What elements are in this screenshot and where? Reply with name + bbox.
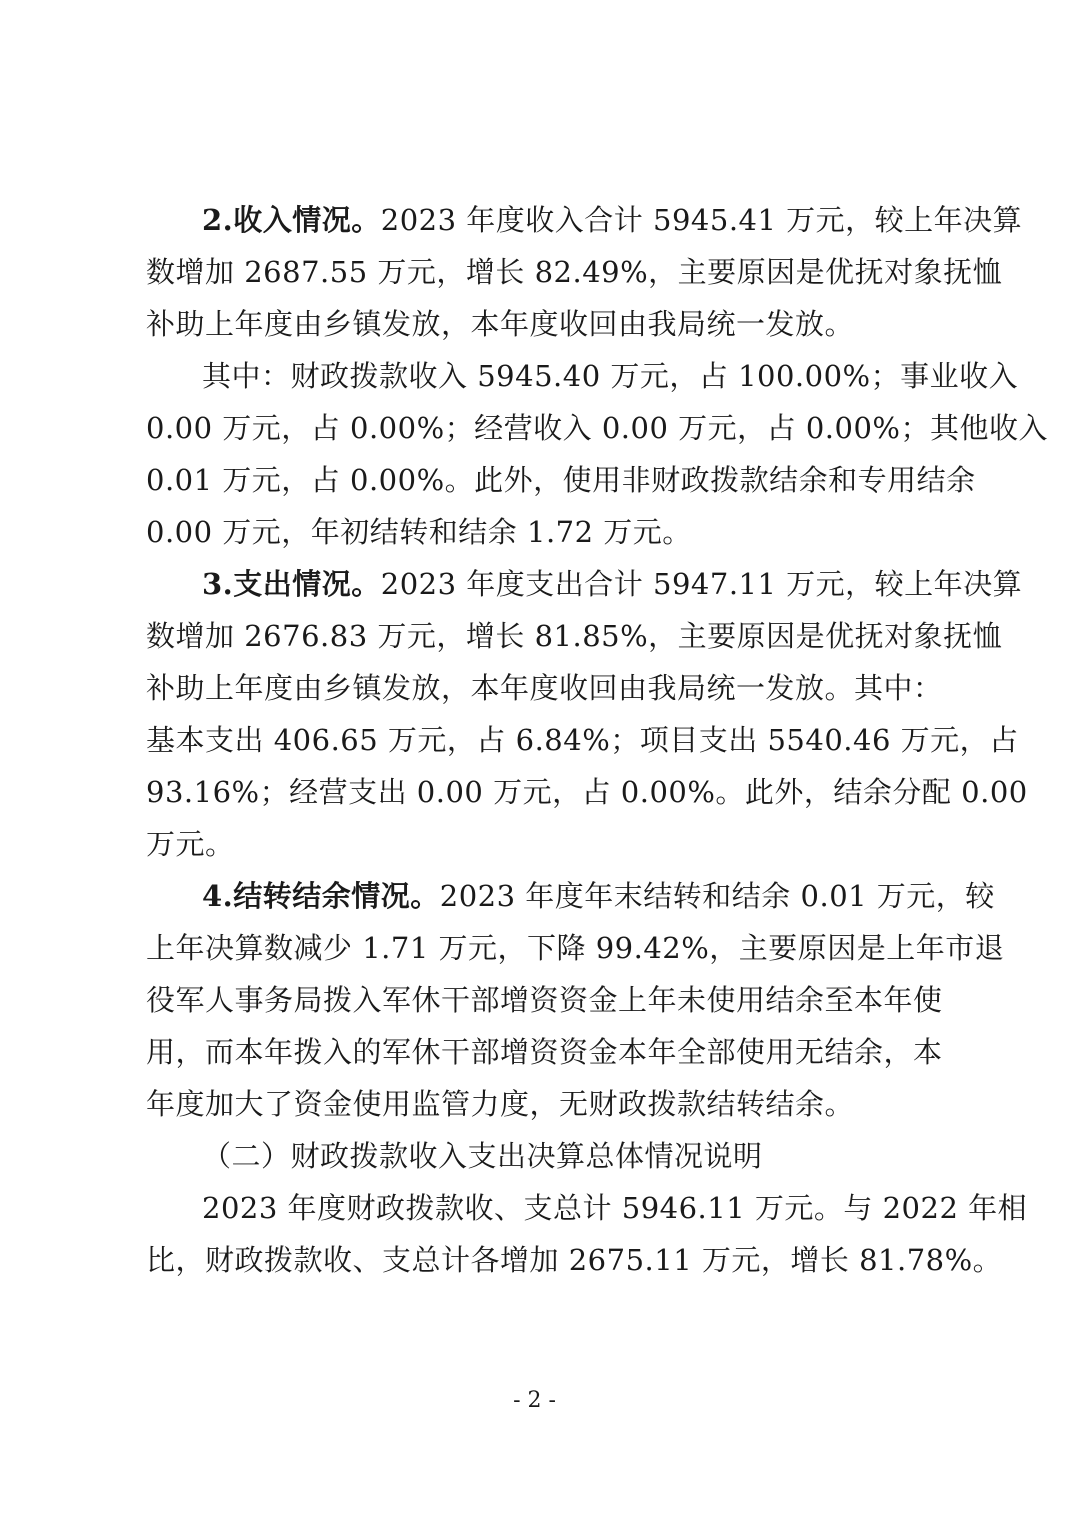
paragraph-carryover-line-1 <box>202 876 995 916</box>
paragraph-text: 2023 年度支出合计 5947.11 万元，较上年决算 <box>380 567 1023 601</box>
paragraph-text: 0.00 万元，占 0.00%；经营收入 0.00 万元，占 0.00%；其他收入 <box>146 411 1048 445</box>
paragraph-text: 补助上年度由乡镇发放，本年度收回由我局统一发放。 <box>146 307 855 341</box>
paragraph-text: 0.01 万元，占 0.00%。此外，使用非财政拨款结余和专用结余 <box>146 463 976 497</box>
paragraph-income-line-1 <box>202 200 1023 240</box>
paragraph-text: 补助上年度由乡镇发放，本年度收回由我局统一发放。其中： <box>146 671 943 705</box>
paragraph-text: 2023 年度收入合计 5945.41 万元，较上年决算 <box>380 203 1023 237</box>
paragraph-text: 2023 年度年末结转和结余 0.01 万元，较 <box>439 879 995 913</box>
paragraph-text: 数增加 2687.55 万元，增长 82.49%，主要原因是优抚对象抚恤 <box>146 255 1003 289</box>
page-number: - 2 - <box>513 1388 556 1413</box>
paragraph-text: 数增加 2676.83 万元，增长 81.85%，主要原因是优抚对象抚恤 <box>146 619 1003 653</box>
paragraph-text: 其中：财政拨款收入 5945.40 万元，占 100.00%；事业收入 <box>202 359 1019 393</box>
section-heading-expense: 3.支出情况。 <box>202 567 381 601</box>
paragraph-text: 基本支出 406.65 万元，占 6.84%；项目支出 5540.46 万元，占 <box>146 723 1019 757</box>
section-heading-income: 2.收入情况。 <box>202 203 381 237</box>
paragraph-text: 0.00 万元，年初结转和结余 1.72 万元。 <box>146 515 692 549</box>
paragraph-text: 役军人事务局拨入军休干部增资资金上年未使用结余至本年使 <box>146 983 943 1017</box>
paragraph-expense-line-1 <box>202 564 1023 604</box>
paragraph-text: 上年决算数减少 1.71 万元，下降 99.42%，主要原因是上年市退 <box>146 931 1005 965</box>
paragraph-text: 比，财政拨款收、支总计各增加 2675.11 万元，增长 81.78%。 <box>146 1243 1003 1277</box>
paragraph-text: 93.16%；经营支出 0.00 万元，占 0.00%。此外，结余分配 0.00 <box>146 775 1028 809</box>
paragraph-text: 年度加大了资金使用监管力度，无财政拨款结转结余。 <box>146 1087 855 1121</box>
paragraph-text: 万元。 <box>146 827 235 861</box>
section-heading-carryover: 4.结转结余情况。 <box>202 879 440 913</box>
subsection-heading: （二）财政拨款收入支出决算总体情况说明 <box>202 1139 763 1173</box>
paragraph-text: 2023 年度财政拨款收、支总计 5946.11 万元。与 2022 年相 <box>202 1191 1028 1225</box>
paragraph-text: 用，而本年拨入的军休干部增资资金本年全部使用无结余，本 <box>146 1035 943 1069</box>
